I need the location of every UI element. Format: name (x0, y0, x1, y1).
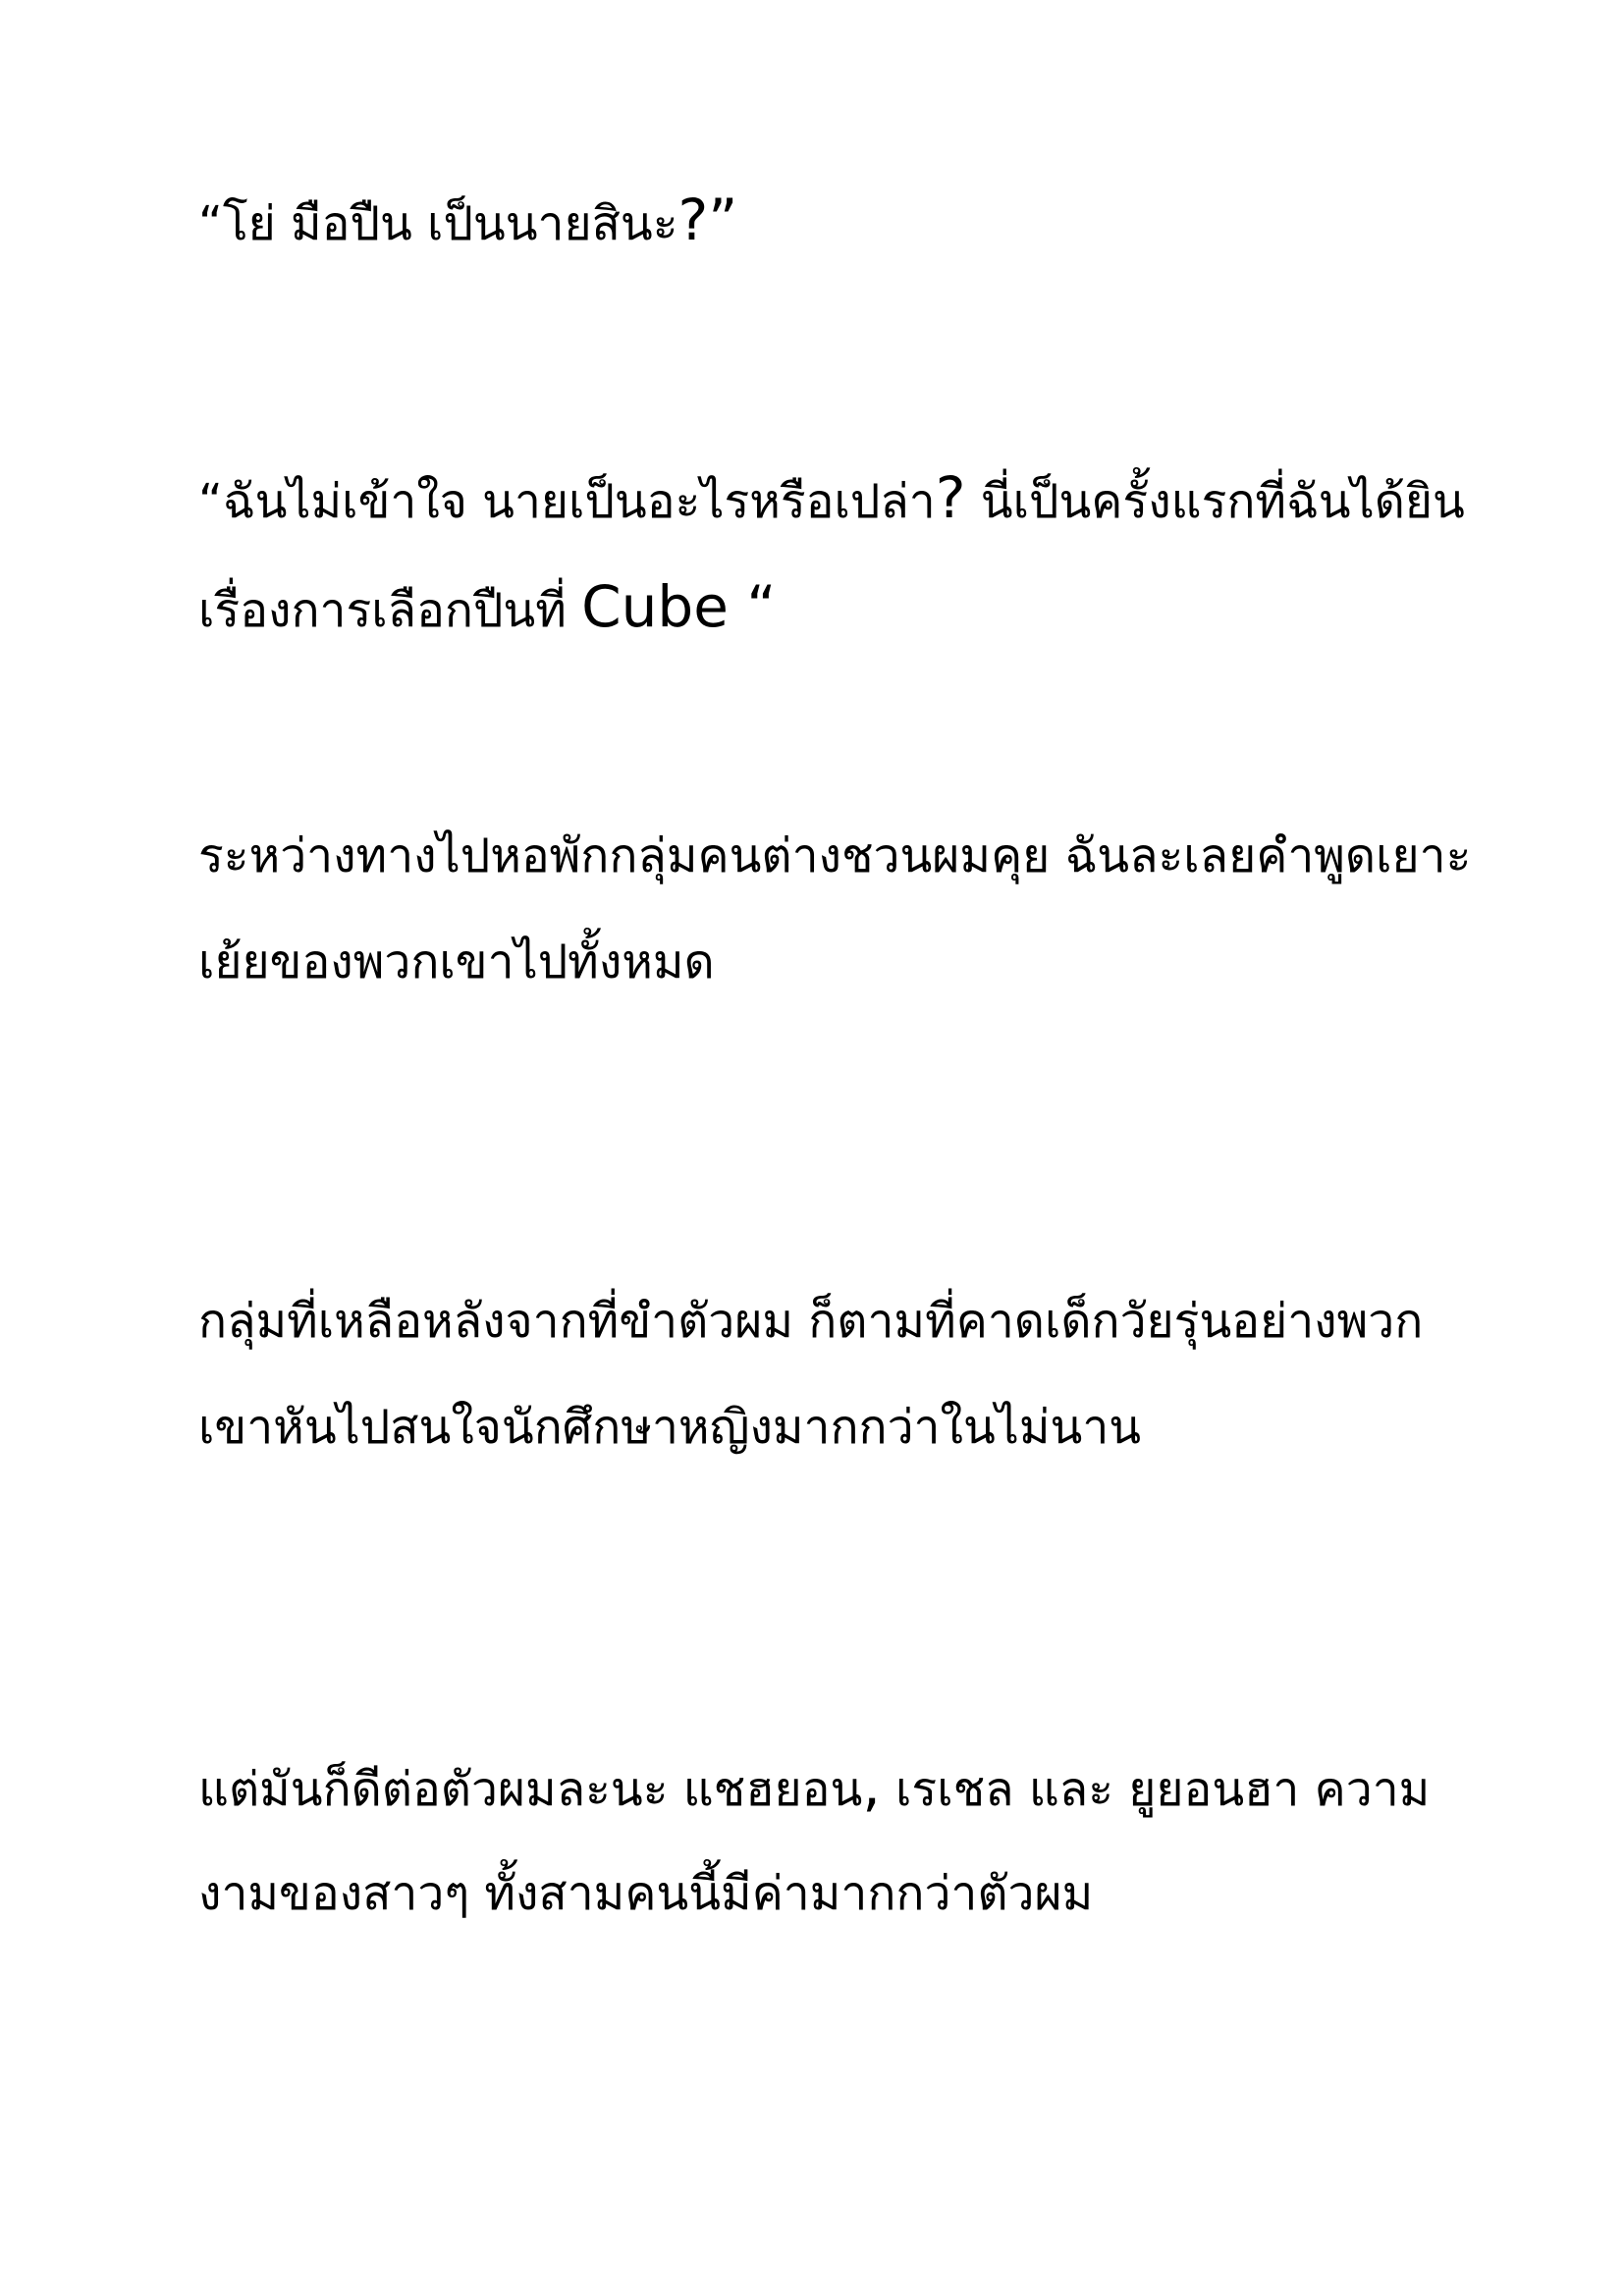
text-run: กลุ่มที่เหลือหลังจากที่ขำตัวผม ก็ตามที่คาดเด็กวัยรุ่นอย่างพวก (198, 1294, 1424, 1349)
paragraph-4-line-1 (198, 1290, 1423, 1353)
paragraph-2-line-1 (198, 466, 1465, 533)
text-run: ระหว่างทางไปหอพักกลุ่มคนต่างชวนผมคุย ฉันละเลยคำพูดเยาะ (198, 828, 1472, 883)
paragraph-5-line-1 (198, 1754, 1430, 1821)
text-run: เรื่องการเลือกปืนที่ (198, 583, 582, 638)
text-run: นี่เป็นครั้งแรกที่ฉันได้ยิน (965, 474, 1465, 529)
text-run: Cube “ (581, 573, 777, 640)
text-run: “ฉันไม่เข้าใจ นายเป็นอะไรหรือเปล่า (198, 474, 936, 529)
paragraph-3-line-2 (198, 931, 715, 993)
text-run: เขาหันไปสนใจนักศึกษาหญิงมากกว่าในไม่นาน (198, 1400, 1142, 1455)
text-run: ?” (677, 187, 738, 253)
text-run: งามของสาวๆ ทั้งสามคนนี้มีค่ามากกว่าตัวผม (198, 1866, 1094, 1921)
text-run: เรเชล และ ยูยอนฮา ความ (880, 1762, 1431, 1817)
paragraph-1-line-1 (198, 188, 737, 255)
text-run: “โย่ มือปืน เป็นนายสินะ (198, 196, 678, 251)
text-run: เย้ยของพวกเขาไปทั้งหมด (198, 934, 715, 989)
text-run: , (862, 1752, 881, 1819)
text-run: แต่มันก็ดีต่อตัวผมละนะ แชฮยอน (198, 1762, 863, 1817)
paragraph-2-line-2 (198, 575, 776, 642)
paragraph-4-line-2 (198, 1396, 1141, 1459)
paragraph-3-line-1 (198, 825, 1471, 887)
text-run: ? (935, 464, 966, 531)
paragraph-5-line-2 (198, 1862, 1093, 1925)
